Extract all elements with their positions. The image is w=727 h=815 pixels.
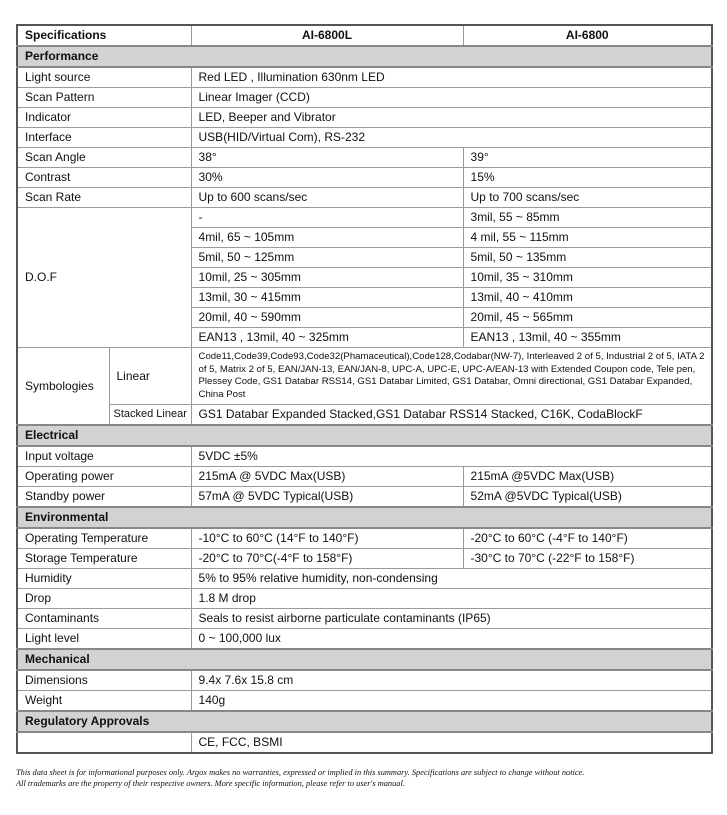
disclaimer-line-2: All trademarks are the property of their respective owners. More specific information, please refer to user's manual.	[16, 779, 405, 788]
disclaimer-line-1: This data sheet is for informational purposes only. Argox makes no warranties, expressed or implied in this summary. Specifications are subject to change without notice.	[16, 768, 585, 777]
value-ai-6800l: 4mil, 65 ~ 105mm	[191, 228, 463, 248]
table-row	[17, 168, 712, 188]
value-ai-6800: 10mil, 35 ~ 310mm	[463, 268, 712, 288]
table-row	[17, 609, 712, 629]
row-value: 0 ~ 100,000 lux	[191, 629, 712, 650]
row-value: LED, Beeper and Vibrator	[191, 108, 712, 128]
specifications-table	[16, 24, 713, 754]
value-ai-6800l: 13mil, 30 ~ 415mm	[191, 288, 463, 308]
value-ai-6800l: 57mA @ 5VDC Typical(USB)	[191, 487, 463, 508]
row-label: Scan Rate	[17, 188, 191, 208]
value-ai-6800: -30°C to 70°C (-22°F to 158°F)	[463, 549, 712, 569]
row-value: USB(HID/Virtual Com), RS-232	[191, 128, 712, 148]
row-label: Operating Temperature	[17, 528, 191, 549]
row-label-symbologies: Symbologies	[17, 348, 109, 426]
section-title: Mechanical	[17, 649, 712, 670]
row-value: Linear Imager (CCD)	[191, 88, 712, 108]
value-ai-6800l: Up to 600 scans/sec	[191, 188, 463, 208]
table-row	[17, 487, 712, 508]
row-value: 9.4x 7.6x 15.8 cm	[191, 670, 712, 691]
sub-label-stacked-linear: Stacked Linear	[109, 405, 191, 426]
table-row	[17, 670, 712, 691]
value-ai-6800l: -	[191, 208, 463, 228]
table-row	[17, 691, 712, 712]
value-ai-6800l: EAN13 , 13mil, 40 ~ 325mm	[191, 328, 463, 348]
value-linear-symbologies: Code11,Code39,Code93,Code32(Phamaceutical),Code128,Codabar(NW-7), Interleaved 2 of 5, Industrial 2 of 5, IATA 2 of 5, Matrix 2 of 5, EAN/JAN-13, EAN/JAN-8, UPC-A, UPC-E, UPC-A/EAN-13 with Extended Coupon code, Tele pen, Plessey Code, GS1 Databar RSS14, GS1 Databar Limited, GS1 Databar, Omni directional, GS1 Databar Expanded, China Post	[191, 348, 712, 405]
row-value: CE, FCC, BSMI	[191, 732, 712, 753]
row-label-dof: D.O.F	[17, 208, 191, 348]
row-label: Dimensions	[17, 670, 191, 691]
table-row	[17, 446, 712, 467]
symbologies-stacked-row	[17, 405, 712, 426]
row-label: Input voltage	[17, 446, 191, 467]
symbologies-linear-row	[17, 348, 712, 405]
value-ai-6800: 3mil, 55 ~ 85mm	[463, 208, 712, 228]
header-ai-6800: AI-6800	[463, 25, 712, 46]
value-ai-6800: EAN13 , 13mil, 40 ~ 355mm	[463, 328, 712, 348]
value-stacked-symbologies: GS1 Databar Expanded Stacked,GS1 Databar RSS14 Stacked, C16K, CodaBlockF	[191, 405, 712, 426]
value-ai-6800l: 5mil, 50 ~ 125mm	[191, 248, 463, 268]
sub-label-linear: Linear	[109, 348, 191, 405]
value-ai-6800l: 10mil, 25 ~ 305mm	[191, 268, 463, 288]
table-row	[17, 88, 712, 108]
header-ai-6800l: AI-6800L	[191, 25, 463, 46]
section-title: Performance	[17, 46, 712, 67]
row-label: Weight	[17, 691, 191, 712]
section-performance	[17, 46, 712, 67]
value-ai-6800l: 20mil, 40 ~ 590mm	[191, 308, 463, 328]
row-label: Storage Temperature	[17, 549, 191, 569]
value-ai-6800: Up to 700 scans/sec	[463, 188, 712, 208]
table-row	[17, 549, 712, 569]
row-label: Humidity	[17, 569, 191, 589]
spec-sheet	[16, 24, 711, 754]
value-ai-6800: 215mA @5VDC Max(USB)	[463, 467, 712, 487]
row-value: 5VDC ±5%	[191, 446, 712, 467]
table-row	[17, 569, 712, 589]
value-ai-6800: 4 mil, 55 ~ 115mm	[463, 228, 712, 248]
table-row	[17, 128, 712, 148]
table-row	[17, 589, 712, 609]
section-electrical	[17, 425, 712, 446]
row-label: Contrast	[17, 168, 191, 188]
value-ai-6800l: 38°	[191, 148, 463, 168]
section-environmental	[17, 507, 712, 528]
section-regulatory-approvals	[17, 711, 712, 732]
row-value: Red LED , Illumination 630nm LED	[191, 67, 712, 88]
table-row	[17, 467, 712, 487]
row-label: Scan Angle	[17, 148, 191, 168]
row-label: Light level	[17, 629, 191, 650]
header-specifications: Specifications	[17, 25, 191, 46]
value-ai-6800: 20mil, 45 ~ 565mm	[463, 308, 712, 328]
row-label: Scan Pattern	[17, 88, 191, 108]
row-label: Light source	[17, 67, 191, 88]
table-header-row	[17, 25, 712, 46]
table-row	[17, 528, 712, 549]
table-row	[17, 148, 712, 168]
table-row	[17, 67, 712, 88]
row-label: Contaminants	[17, 609, 191, 629]
row-value: Seals to resist airborne particulate contaminants (IP65)	[191, 609, 712, 629]
value-ai-6800l: -20°C to 70°C(-4°F to 158°F)	[191, 549, 463, 569]
row-value: 1.8 M drop	[191, 589, 712, 609]
value-ai-6800: 39°	[463, 148, 712, 168]
row-value: 5% to 95% relative humidity, non-condensing	[191, 569, 712, 589]
row-value: 140g	[191, 691, 712, 712]
section-mechanical	[17, 649, 712, 670]
row-label: Standby power	[17, 487, 191, 508]
value-ai-6800l: 215mA @ 5VDC Max(USB)	[191, 467, 463, 487]
table-row	[17, 108, 712, 128]
section-title: Regulatory Approvals	[17, 711, 712, 732]
value-ai-6800: 5mil, 50 ~ 135mm	[463, 248, 712, 268]
row-label: Drop	[17, 589, 191, 609]
dof-row	[17, 208, 712, 228]
value-ai-6800: 15%	[463, 168, 712, 188]
value-ai-6800: 52mA @5VDC Typical(USB)	[463, 487, 712, 508]
table-row	[17, 732, 712, 753]
row-label	[17, 732, 191, 753]
value-ai-6800l: -10°C to 60°C (14°F to 140°F)	[191, 528, 463, 549]
row-label: Operating power	[17, 467, 191, 487]
table-row	[17, 188, 712, 208]
table-row	[17, 629, 712, 650]
section-title: Environmental	[17, 507, 712, 528]
value-ai-6800: -20°C to 60°C (-4°F to 140°F)	[463, 528, 712, 549]
value-ai-6800l: 30%	[191, 168, 463, 188]
row-label: Interface	[17, 128, 191, 148]
value-ai-6800: 13mil, 40 ~ 410mm	[463, 288, 712, 308]
section-title: Electrical	[17, 425, 712, 446]
disclaimer-footer	[16, 767, 716, 789]
row-label: Indicator	[17, 108, 191, 128]
